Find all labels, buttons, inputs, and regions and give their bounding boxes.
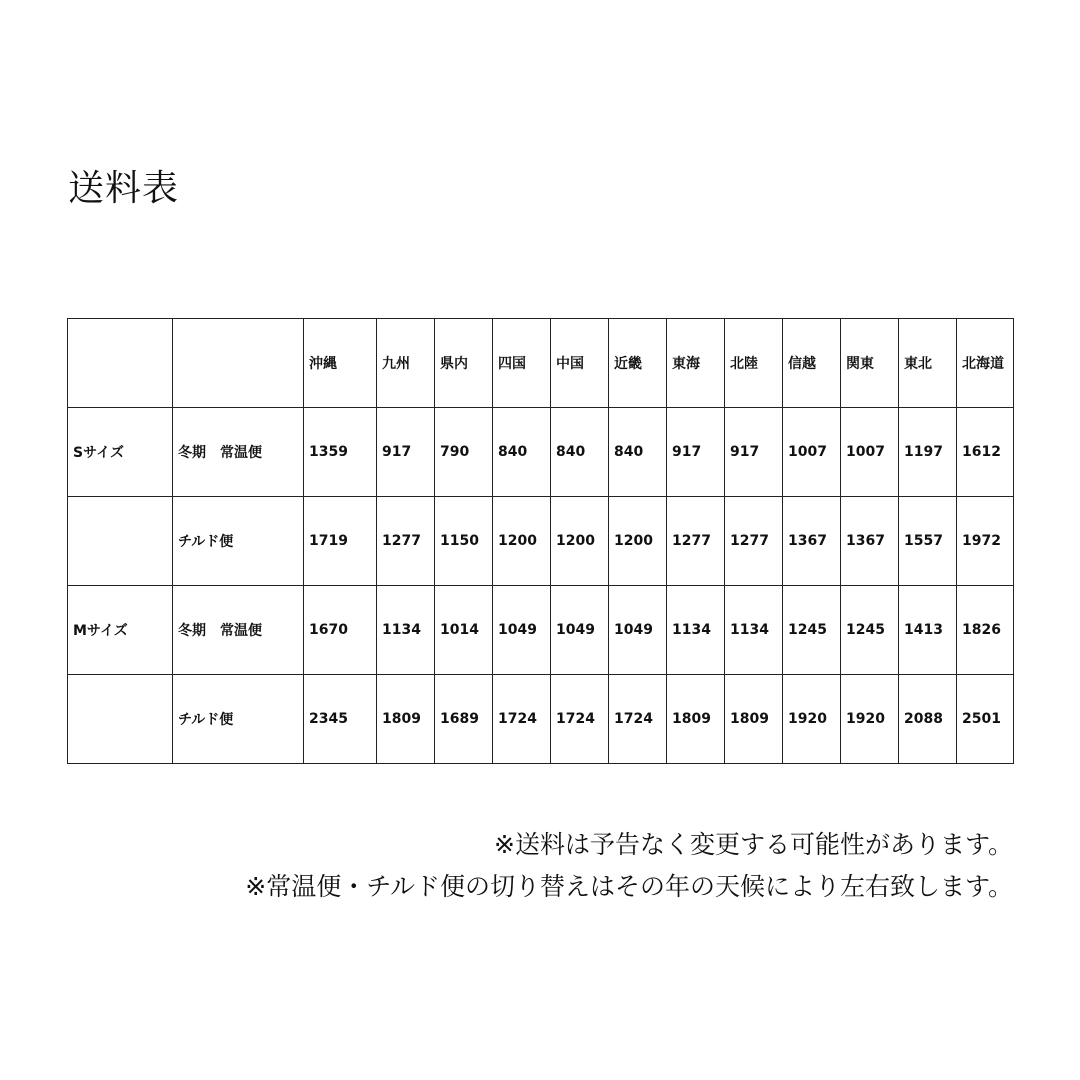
price-cell: 1277: [377, 497, 435, 586]
shipping-type-cell: チルド便: [173, 675, 304, 764]
header-cell-region: 九州: [377, 319, 435, 408]
price-cell: 1920: [783, 675, 841, 764]
header-cell-region: 信越: [783, 319, 841, 408]
price-cell: 1612: [957, 408, 1014, 497]
price-cell: 1014: [435, 586, 493, 675]
price-cell: 1724: [493, 675, 551, 764]
price-cell: 2345: [304, 675, 377, 764]
price-cell: 1134: [667, 586, 725, 675]
note-price-change: ※送料は予告なく変更する可能性があります。: [494, 830, 1013, 859]
table-row: [68, 497, 1014, 586]
size-cell: [68, 675, 173, 764]
price-cell: 1367: [783, 497, 841, 586]
price-cell: 1670: [304, 586, 377, 675]
header-cell-region: 北海道: [957, 319, 1014, 408]
header-cell-region: 近畿: [609, 319, 667, 408]
price-cell: 1724: [609, 675, 667, 764]
price-cell: 1007: [841, 408, 899, 497]
table-row: [68, 586, 1014, 675]
shipping-type-cell: 冬期 常温便: [173, 586, 304, 675]
price-cell: 1134: [377, 586, 435, 675]
price-cell: 1826: [957, 586, 1014, 675]
price-cell: 1197: [899, 408, 957, 497]
price-cell: 2501: [957, 675, 1014, 764]
header-cell-type: [173, 319, 304, 408]
shipping-rate-table: [67, 318, 1014, 764]
size-cell: Sサイズ: [68, 408, 173, 497]
price-cell: 840: [551, 408, 609, 497]
price-cell: 1724: [551, 675, 609, 764]
header-cell-region: 東北: [899, 319, 957, 408]
price-cell: 1972: [957, 497, 1014, 586]
page-title: 送料表: [68, 168, 180, 209]
header-cell-region: 四国: [493, 319, 551, 408]
table-header-row: [68, 319, 1014, 408]
price-cell: 1277: [667, 497, 725, 586]
note-shipping-switch: ※常温便・チルド便の切り替えはその年の天候により左右致します。: [245, 872, 1013, 901]
header-cell-size: [68, 319, 173, 408]
price-cell: 1367: [841, 497, 899, 586]
shipping-type-cell: チルド便: [173, 497, 304, 586]
price-cell: 840: [493, 408, 551, 497]
header-cell-region: 東海: [667, 319, 725, 408]
price-cell: 1719: [304, 497, 377, 586]
header-cell-region: 沖縄: [304, 319, 377, 408]
price-cell: 840: [609, 408, 667, 497]
header-cell-region: 中国: [551, 319, 609, 408]
size-cell: Mサイズ: [68, 586, 173, 675]
price-cell: 1245: [841, 586, 899, 675]
header-cell-region: 北陸: [725, 319, 783, 408]
price-cell: 1277: [725, 497, 783, 586]
price-cell: 1150: [435, 497, 493, 586]
price-cell: 2088: [899, 675, 957, 764]
price-cell: 790: [435, 408, 493, 497]
price-cell: 1920: [841, 675, 899, 764]
price-cell: 1689: [435, 675, 493, 764]
notes: [245, 824, 1013, 908]
price-cell: 1809: [725, 675, 783, 764]
price-cell: 1809: [667, 675, 725, 764]
price-cell: 917: [667, 408, 725, 497]
price-cell: 1049: [609, 586, 667, 675]
price-cell: 1359: [304, 408, 377, 497]
price-cell: 1557: [899, 497, 957, 586]
table-row: [68, 408, 1014, 497]
price-cell: 917: [377, 408, 435, 497]
price-cell: 1049: [551, 586, 609, 675]
shipping-type-cell: 冬期 常温便: [173, 408, 304, 497]
table-row: [68, 675, 1014, 764]
price-cell: 1200: [609, 497, 667, 586]
price-cell: 1413: [899, 586, 957, 675]
price-cell: 1809: [377, 675, 435, 764]
price-cell: 1200: [551, 497, 609, 586]
header-cell-region: 県内: [435, 319, 493, 408]
price-cell: 1049: [493, 586, 551, 675]
size-cell: [68, 497, 173, 586]
header-cell-region: 関東: [841, 319, 899, 408]
price-cell: 1200: [493, 497, 551, 586]
price-cell: 917: [725, 408, 783, 497]
price-cell: 1134: [725, 586, 783, 675]
price-cell: 1245: [783, 586, 841, 675]
price-cell: 1007: [783, 408, 841, 497]
